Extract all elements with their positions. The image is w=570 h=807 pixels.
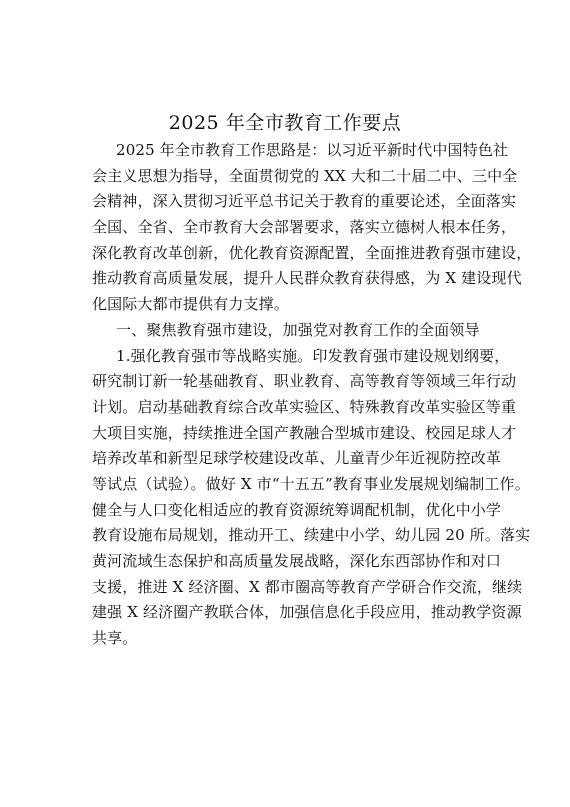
- paragraph-line: 教育设施布局规划，推动开工、续建中小学、幼儿园 20 所。落实: [92, 526, 531, 545]
- paragraph-line: 支援，推进 X 经济圈、X 都市圈高等教育产学研合作交流，继续: [92, 577, 523, 596]
- paragraph-line: 共享。: [92, 629, 138, 648]
- paragraph-line: 全国、全省、全市教育大会部署要求，落实立德树人根本任务，: [92, 218, 517, 237]
- paragraph-line: 研究制订新一轮基础教育、职业教育、高等教育等领域三年行动: [92, 372, 517, 391]
- document-title: 2025 年全市教育工作要点: [168, 112, 402, 134]
- paragraph-line: 推动教育高质量发展，提升人民群众教育获得感，为 X 建设现代: [92, 269, 522, 288]
- paragraph-line: 健全与人口变化相适应的教育资源统筹调配机制，优化中小学: [92, 500, 502, 519]
- paragraph-line: 培养改革和新型足球学校建设改革、儿童青少年近视防控改革: [92, 449, 502, 468]
- paragraph-line: 大项目实施，持续推进全国产教融合型城市建设、校园足球人才: [92, 423, 517, 442]
- paragraph-line: 等试点（试验）。做好 X 市“十五五”教育事业发展规划编制工作。: [92, 474, 530, 493]
- paragraph-line: 1.强化教育强市等战略实施。印发教育强市建设规划纲要，: [116, 346, 510, 365]
- paragraph-line: 会主义思想为指导，全面贯彻党的 XX 大和二十届二中、三中全: [92, 166, 518, 185]
- paragraph-line: 会精神，深入贯彻习近平总书记关于教育的重要论述，全面落实: [92, 192, 517, 211]
- paragraph-line: 化国际大都市提供有力支撑。: [92, 295, 289, 314]
- paragraph-line: 深化教育改革创新，优化教育资源配置，全面推进教育强市建设，: [92, 243, 532, 262]
- document-body: [92, 138, 532, 652]
- paragraph-line: 黄河流域生态保护和高质量发展战略，深化东西部协作和对口: [92, 552, 502, 570]
- paragraph-line: 2025 年全市教育工作思路是：以习近平新时代中国特色社: [116, 141, 509, 159]
- section-heading: 一、聚焦教育强市建设，加强党对教育工作的全面领导: [116, 320, 480, 339]
- paragraph-line: 建强 X 经济圈产教联合体，加强信息化手段应用，推动教学资源: [92, 603, 522, 622]
- paragraph-line: 计划。启动基础教育综合改革实验区、特殊教育改革实验区等重: [92, 397, 517, 416]
